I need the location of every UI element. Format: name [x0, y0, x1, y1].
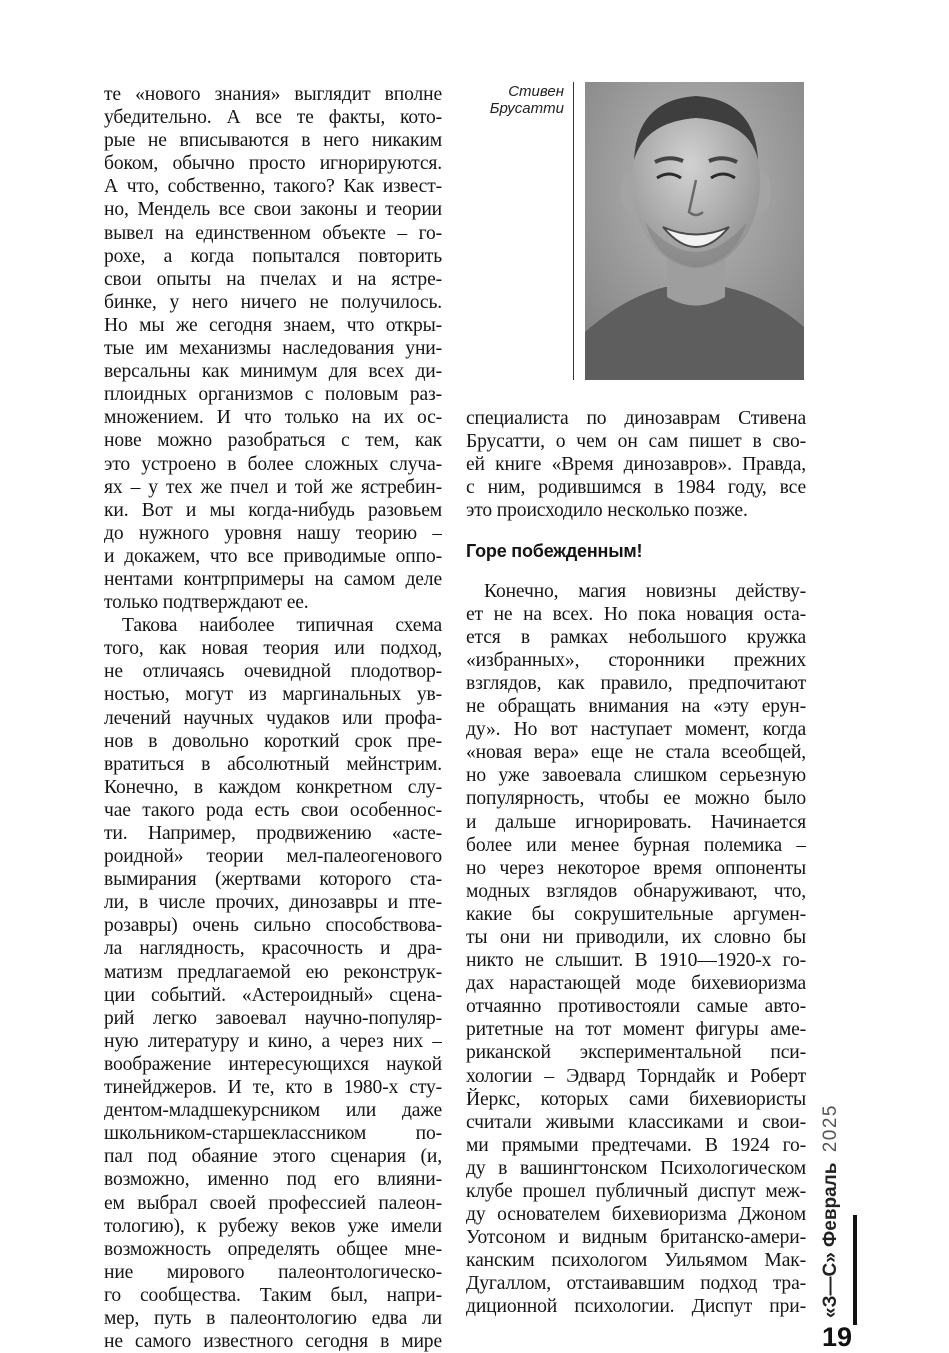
left-column: [104, 83, 442, 1353]
text-line: хологии – Эдвард Торндайк и Роберт: [466, 1065, 806, 1087]
text-line: версальны как минимум для всех ди-: [104, 361, 442, 383]
photo-caption: [444, 83, 564, 117]
text-line: и дальше игнорировать. Начинается: [466, 811, 806, 833]
text-line: взглядов, как правило, предпочитают: [466, 672, 806, 694]
issue-info: [820, 1104, 842, 1318]
text-line: вратиться в абсолютный мейнстрим.: [104, 753, 442, 775]
text-line: рые не вписываются в него никаким: [104, 130, 442, 152]
text-line: ли, в числе прочих, динозавры и пте-: [104, 892, 442, 914]
text-line: дах нарастающей моде бихевиоризма: [466, 973, 806, 995]
text-line: бинке, у него ничего не получилось.: [104, 291, 442, 313]
text-line: не обращать внимания на «эту ерун-: [466, 696, 806, 718]
text-line: нов в довольно короткий срок пре-: [104, 730, 442, 752]
text-line: ла наглядность, красочность и дра-: [104, 938, 442, 960]
text-line: Конечно, магия новизны действу-: [484, 580, 806, 602]
text-line: боком, обычно просто игнорируются.: [104, 153, 442, 175]
text-line: воображение интересующихся наукой: [104, 1053, 442, 1075]
text-line: школьником-старшеклассником по-: [104, 1123, 442, 1145]
text-line: возможно, именно под его влияни-: [104, 1169, 442, 1191]
text-line: ную литературу и кино, а через них –: [104, 1030, 442, 1052]
text-line: не самого известного сегодня в мире: [104, 1331, 442, 1353]
text-line: чае такого рода есть свои особеннос-: [104, 799, 442, 821]
text-line: Уотсоном и видным британско-амери-: [466, 1227, 806, 1249]
text-line: ей книге «Время динозавров». Правда,: [466, 454, 806, 476]
text-line: роидной» теории мел-палеогенового: [104, 846, 442, 868]
caption-first-name: Стивен: [508, 83, 564, 100]
text-line: «избранных», сторонники прежних: [466, 649, 806, 671]
text-line: ях – у тех же пчел и той же ястребин-: [104, 476, 442, 498]
text-line: канским психологом Уильямом Мак-: [466, 1250, 806, 1272]
text-line: отчаянно противостояли самые авто-: [466, 996, 806, 1018]
text-line: но через некоторое время оппоненты: [466, 857, 806, 879]
text-line: с ним, родившимся в 1984 году, все: [466, 477, 806, 499]
right-column: [466, 407, 806, 1319]
text-line: Но мы же сегодня знаем, что откры-: [104, 314, 442, 336]
text-line: никто не слышит. В 1910—1920-х го-: [466, 950, 806, 972]
right-column-body: [466, 580, 806, 1319]
text-line: это происходило несколько позже.: [466, 500, 748, 522]
text-line: считали живыми классиками и свои-: [466, 1111, 806, 1133]
text-line: го сообщества. Таким был, напри-: [104, 1284, 442, 1306]
page-number: 19: [822, 1322, 853, 1352]
text-line: ностью, могут из маргинальных ув-: [104, 684, 442, 706]
text-line: возможность определять общее мне-: [104, 1238, 442, 1260]
text-line: но уже завоевала слишком серьезную: [466, 765, 806, 787]
text-line: вывел на единственном объекте – го-: [104, 222, 442, 244]
text-line: тые им механизмы наследования уни-: [104, 338, 442, 360]
text-line: пал под обаяние этого сценария (и,: [104, 1146, 442, 1168]
text-line: ки. Вот и мы когда-нибудь разовьем: [104, 499, 442, 521]
text-line: это устроено в более сложных случа-: [104, 453, 442, 475]
text-line: популярность, чтобы ее можно было: [466, 788, 806, 810]
text-line: множением. И что только на их ос-: [104, 407, 442, 429]
section-heading: Горе побежденным!: [466, 541, 643, 562]
text-line: ты они ни приводили, их словно бы: [466, 926, 806, 948]
text-line: какие бы сокрушительные аргумен-: [466, 903, 806, 925]
text-line: более или менее бурная полемика –: [466, 834, 806, 856]
text-line: риканской экспериментальной пси-: [466, 1042, 806, 1064]
text-line: мер, путь в палеонтологию едва ли: [104, 1307, 442, 1329]
text-line: того, как новая теория или подход,: [104, 638, 442, 660]
text-line: рохе, а когда попытался повторить: [104, 245, 442, 267]
text-line: тинейджеров. И те, кто в 1980-х сту-: [104, 1077, 442, 1099]
issue-year: 2025: [820, 1104, 841, 1153]
text-line: Брусатти, о чем он сам пишет в сво-: [466, 431, 806, 453]
text-line: те «нового знания» выглядит вполне: [104, 84, 442, 105]
text-line: специалиста по динозаврам Стивена: [466, 408, 806, 429]
text-line: ции событий. «Астероидный» сцена-: [104, 984, 442, 1006]
right-column-intro: [466, 407, 806, 522]
text-line: свои опыты на пчелах и на ястре-: [104, 268, 442, 290]
text-line: ние мирового палеонтологическо-: [104, 1261, 442, 1283]
text-line: ет не на всех. Но пока новация оста-: [466, 603, 806, 625]
text-line: лечений научных чудаков или профа-: [104, 707, 442, 729]
text-line: ми прямыми предтечами. В 1924 го-: [466, 1134, 806, 1156]
text-line: модных взглядов обнаруживают, что,: [466, 880, 806, 902]
text-line: до нужного уровня нашу теорию –: [104, 522, 442, 544]
text-line: плоидных организмов с половым раз-: [104, 384, 442, 406]
text-line: ду в вашингтонском Психологическом: [466, 1157, 806, 1179]
sidebar-rule: [853, 1215, 857, 1325]
text-line: дентом-младшекурсником или даже: [104, 1100, 442, 1122]
text-line: и докажем, что все приводимые оппо-: [104, 545, 442, 567]
text-line: тологию), к рубежу веков уже имели: [104, 1215, 442, 1237]
text-line: А что, собственно, такого? Как извест-: [104, 176, 442, 198]
text-line: ду основателем бихевиоризма Джоном: [466, 1204, 806, 1226]
text-line: матизм предлагаемой ею реконструк-: [104, 961, 442, 983]
text-line: вымирания (жертвами которого ста-: [104, 869, 442, 891]
text-line: но, Мендель все свои законы и теории: [104, 199, 442, 221]
text-line: не отличаясь очевидной плодотвор-: [104, 661, 442, 683]
caption-last-name: Брусатти: [489, 100, 564, 117]
text-line: нентами контрпримеры на самом деле: [104, 568, 442, 590]
text-line: Такова наиболее типичная схема: [122, 615, 442, 637]
text-line: ритетные на тот момент фигуры аме-: [466, 1019, 806, 1041]
text-line: розавры) очень сильно способствова-: [104, 915, 442, 937]
text-line: ду». Но вот наступает момент, когда: [466, 719, 806, 741]
text-line: только подтверждают ее.: [104, 592, 309, 614]
text-line: Йеркс, которых сами бихевиористы: [466, 1088, 806, 1110]
text-line: клубе прошел публичный диспут меж-: [466, 1181, 806, 1202]
text-line: ти. Например, продвижению «асте-: [104, 823, 442, 844]
text-line: Конечно, в каждом конкретном слу-: [104, 776, 442, 798]
text-line: ем выбрал своей профессией палеон-: [104, 1192, 442, 1214]
text-line: ется в рамках небольшого кружка: [466, 626, 806, 648]
text-line: убедительно. А все те факты, кото-: [104, 107, 442, 129]
issue-month: Февраль: [820, 1162, 841, 1247]
caption-divider: [573, 82, 574, 380]
text-line: диционной психологии. Диспут при-: [466, 1296, 806, 1318]
text-line: нове можно разобраться с тем, как: [104, 430, 442, 452]
text-line: Дугаллом, отстаивавшим подход тра-: [466, 1273, 806, 1295]
portrait-photo: [585, 82, 804, 380]
text-line: рий легко завоевал научно-популяр-: [104, 1007, 442, 1029]
text-line: «новая вера» еще не стала всеобщей,: [466, 742, 806, 764]
magazine-name: «З—С»: [820, 1252, 841, 1318]
